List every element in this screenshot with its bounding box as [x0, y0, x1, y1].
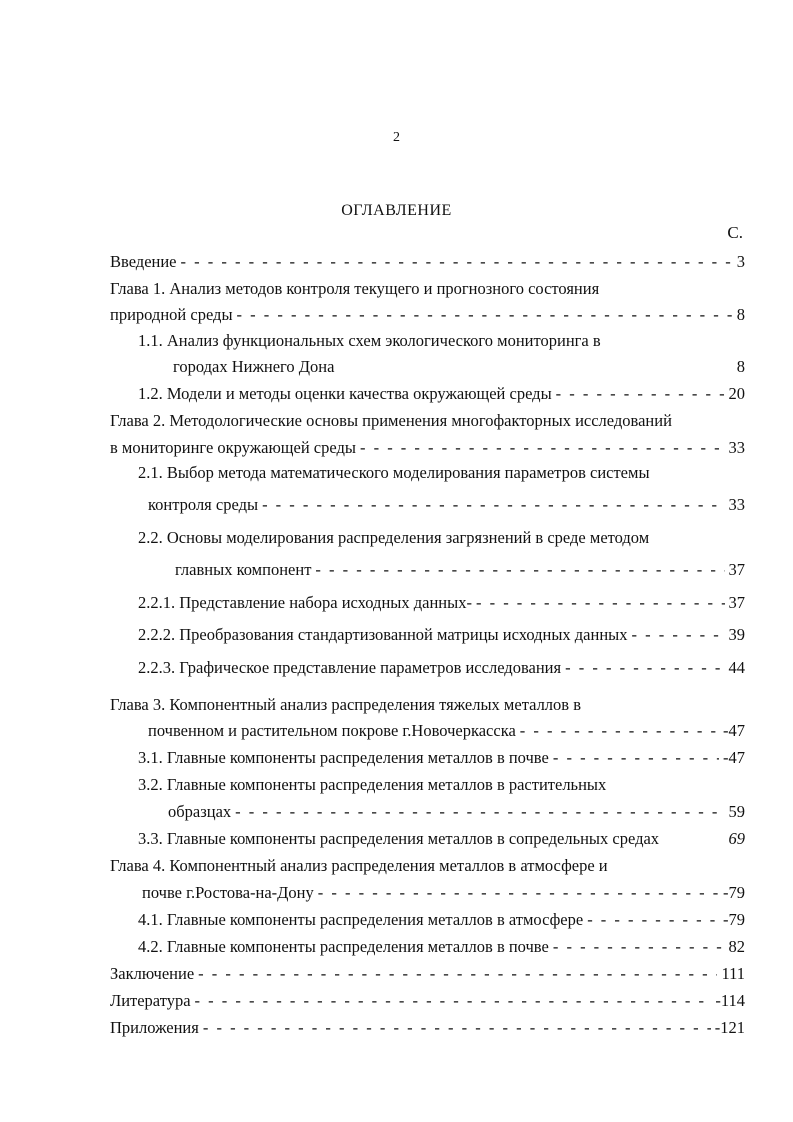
toc-entry-chapter-3: почвенном и растительном покрове г.Новочеркасска - - - -47	[148, 720, 745, 742]
toc-entry-section-4-2: 4.2. Главные компоненты распределения металлов в почве - - - 82	[138, 936, 745, 958]
toc-entry-chapter-2: в мониторинге окружающей среды - - - 33	[110, 437, 745, 459]
toc-section-2-2-line1: 2.2. Основы моделирования распределения загрязнений в среде методом	[138, 528, 650, 547]
toc-entry-section-2-2: главных компонент - - - 37	[175, 559, 745, 581]
toc-chapter-1-line1: Глава 1. Анализ методов контроля текущего и прогнозного состояния	[110, 279, 600, 298]
toc-entry-section-2-1: контроля среды - - - 33	[148, 494, 745, 516]
toc-entry-section-2-2-1: 2.2.1. Представление набора исходных данных- - - - 37	[138, 592, 745, 614]
toc-section-3-2-line1: 3.2. Главные компоненты распределения металлов в растительных	[138, 775, 607, 794]
toc-chapter-4-line1: Глава 4. Компонентный анализ распределения металлов в атмосфере и	[110, 856, 608, 875]
toc-chapter-3-line1: Глава 3. Компонентный анализ распределения тяжелых металлов в	[110, 695, 581, 714]
toc-entry-section-2-2-3: 2.2.3. Графическое представление параметров исследования - - - 44	[138, 657, 745, 679]
toc-chapter-2-line1: Глава 2. Методологические основы применения многофакторных исследований	[110, 411, 672, 430]
toc-entry-intro: Введение - - - 3	[110, 251, 745, 273]
toc-entry-conclusion: Заключение - - - 111	[110, 963, 745, 985]
toc-entry-appendix: Приложения - - - -121	[110, 1017, 745, 1039]
toc-entry-section-1-1: городах Нижнего Дона 8	[173, 357, 745, 376]
page-number: 2	[393, 130, 400, 145]
toc-entry-chapter-1: природной среды - - - 8	[110, 304, 745, 326]
toc-entry-section-1-2: 1.2. Модели и методы оценки качества окружающей среды - - - 20	[138, 383, 745, 405]
toc-entry-section-2-2-2: 2.2.2. Преобразования стандартизованной матрицы исходных данных - - - 39	[138, 624, 745, 646]
toc-entry-section-3-1: 3.1. Главные компоненты распределения металлов в почве - - - -47	[138, 747, 745, 769]
toc-entry-chapter-4: почве г.Ростова-на-Дону - - - -79	[142, 882, 745, 904]
toc-entry-section-4-1: 4.1. Главные компоненты распределения металлов в атмосфере - - - -79	[138, 909, 745, 931]
toc-section-2-1-line1: 2.1. Выбор метода математического моделирования параметров системы	[138, 463, 650, 482]
toc-entry-section-3-2: образцах - - - 59	[168, 801, 745, 823]
toc-title: ОГЛАВЛЕНИЕ	[341, 202, 452, 219]
page-column-label: С.	[727, 223, 743, 242]
toc-entry-literature: Литература - - - -114	[110, 990, 745, 1012]
toc-section-1-1-line1: 1.1. Анализ функциональных схем экологического мониторинга в	[138, 331, 601, 350]
toc-entry-section-3-3: 3.3. Главные компоненты распределения металлов в сопредельных средах 69	[138, 829, 745, 848]
